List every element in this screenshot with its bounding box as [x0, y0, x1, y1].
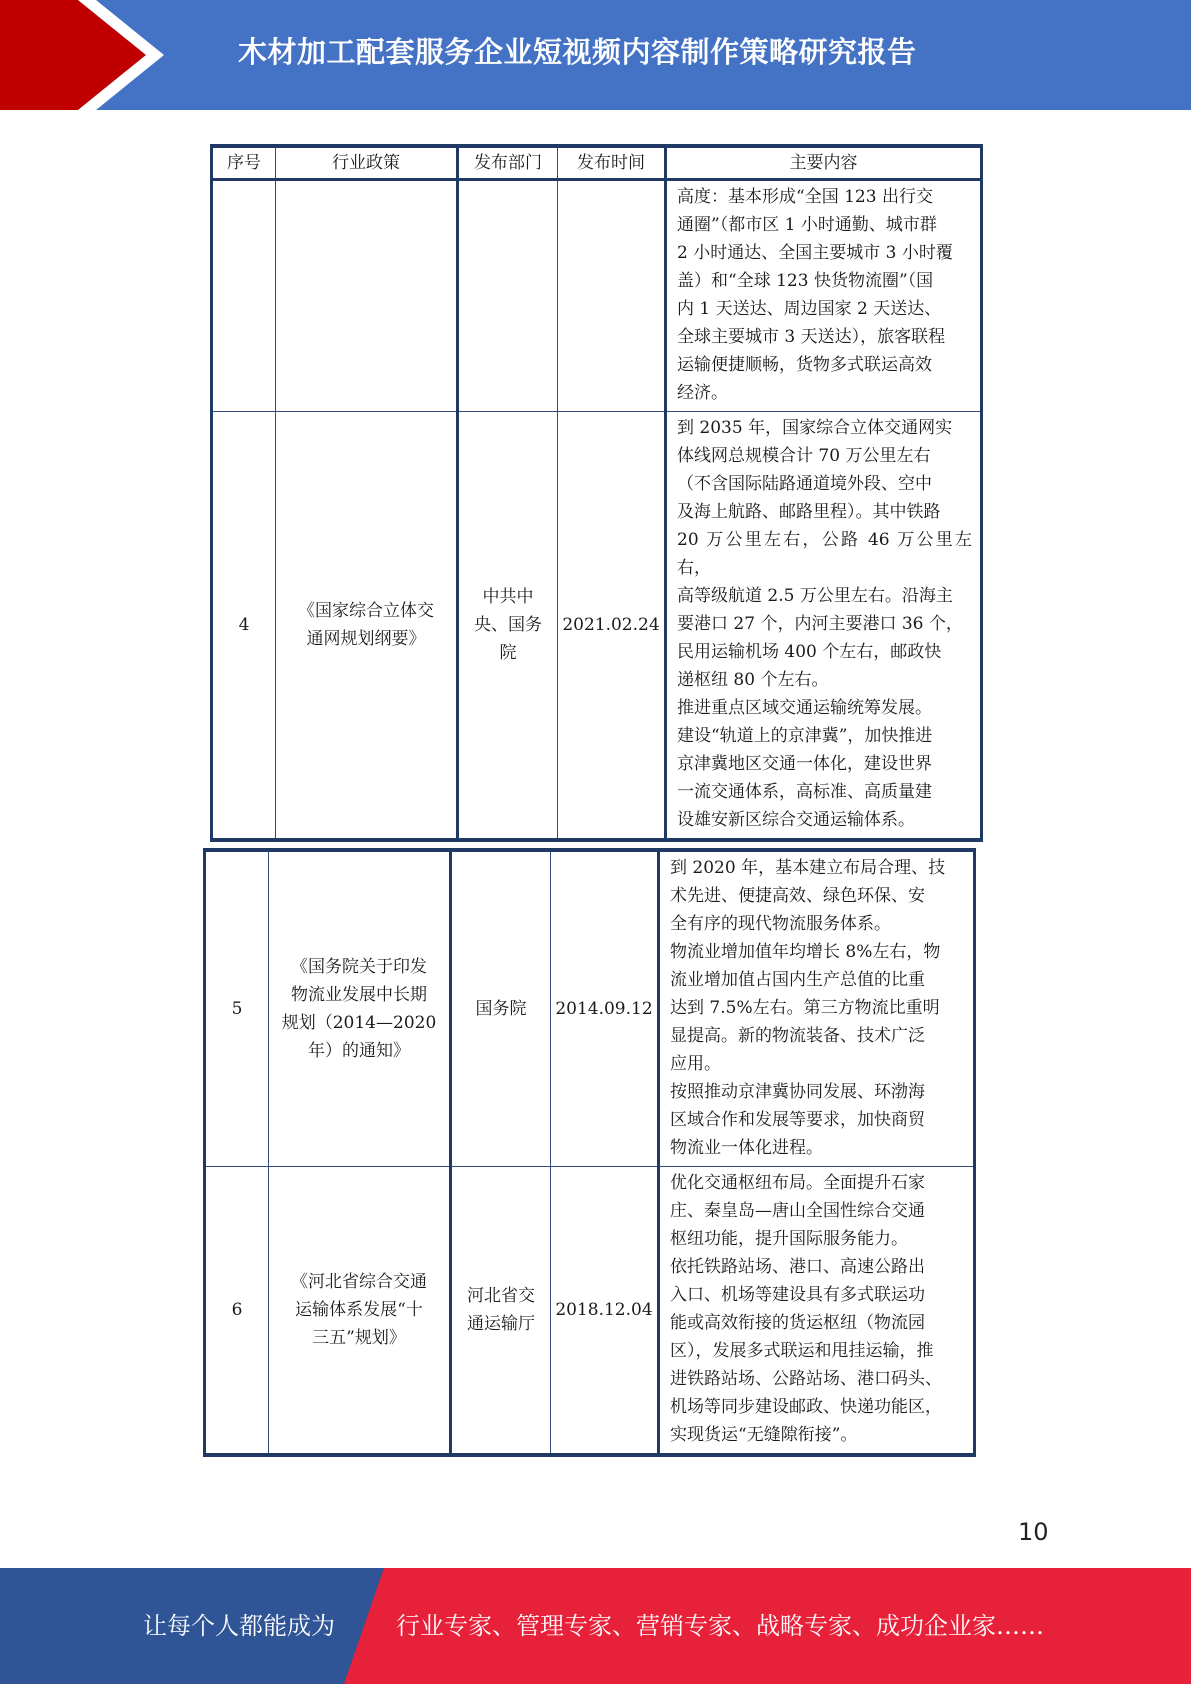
- content-line: 全有序的现代物流服务体系。: [670, 914, 891, 934]
- department-line: 央、国务: [474, 615, 542, 635]
- content-line: 区域合作和发展等要求，加快商贸: [670, 1110, 925, 1130]
- main-content: [666, 180, 982, 412]
- content-line: 推进重点区域交通运输统筹发展。: [677, 698, 932, 718]
- content-line: 到 2020 年，基本建立布局合理、技: [670, 858, 946, 878]
- content-line: 20 万公里左右，公路 46 万公里左右，: [677, 530, 972, 578]
- content-line: 及海上航路、邮路里程）。其中铁路: [677, 502, 941, 522]
- policy-name-line: 《河北省综合交通: [291, 1272, 427, 1292]
- col-header-dept: 发布部门: [458, 146, 558, 180]
- content-line: 实现货运“无缝隙衔接”。: [670, 1425, 858, 1445]
- department-line: 河北省交: [467, 1286, 535, 1306]
- content-line: 建设“轨道上的京津冀”，加快推进: [677, 726, 933, 746]
- issuing-department: [458, 412, 558, 841]
- content-line: 设雄安新区综合交通运输体系。: [677, 810, 915, 830]
- content-line: （不含国际陆路通道境外段、空中: [677, 474, 932, 494]
- content-line: 达到 7.5%左右。第三方物流比重明: [670, 998, 940, 1018]
- content-line: 能或高效衔接的货运枢纽（物流园: [670, 1313, 925, 1333]
- policy-table-1: [210, 144, 983, 842]
- content-line: 盖）和“全球 123 快货物流圈”（国: [677, 271, 934, 291]
- issuing-department: [458, 180, 558, 412]
- content-line: 到 2035 年，国家综合立体交通网实: [677, 418, 953, 438]
- col-header-content: 主要内容: [666, 146, 982, 180]
- department-line: 通运输厅: [467, 1314, 535, 1334]
- publish-date: 2018.12.04: [551, 1167, 659, 1456]
- content-line: 京津冀地区交通一体化，建设世界: [677, 754, 932, 774]
- content-line: 经济。: [677, 383, 728, 403]
- policy-table-2: [203, 848, 976, 1457]
- policy-name-line: 物流业发展中长期: [291, 985, 427, 1005]
- content-line: 通圈”（都市区 1 小时通勤、城市群: [677, 215, 937, 235]
- row-number: 4: [212, 412, 276, 841]
- footer-slogan-left: 让每个人都能成为: [143, 1612, 335, 1640]
- content-line: 运输便捷顺畅，货物多式联运高效: [677, 355, 932, 375]
- table-header-row: [212, 146, 982, 180]
- policy-name-line: 规划（2014—2020: [281, 1013, 437, 1033]
- department-line: 院: [499, 643, 517, 663]
- content-line: 物流业增加值年均增长 8%左右，物: [670, 942, 941, 962]
- content-line: 显提高。新的物流装备、技术广泛: [670, 1026, 925, 1046]
- policy-name: [269, 1167, 451, 1456]
- policy-name-line: 运输体系发展“十: [295, 1300, 423, 1320]
- page-number: 10: [1018, 1518, 1049, 1546]
- footer-banner: [0, 1568, 1191, 1684]
- policy-name-line: 《国家综合立体交: [298, 601, 434, 621]
- department-line: 国务院: [475, 999, 527, 1019]
- content-line: 区），发展多式联运和甩挂运输，推: [670, 1341, 934, 1361]
- content-line: 物流业一体化进程。: [670, 1138, 823, 1158]
- report-title: 木材加工配套服务企业短视频内容制作策略研究报告: [238, 35, 917, 69]
- publish-date: 2014.09.12: [551, 850, 659, 1167]
- table-row: [205, 850, 975, 1167]
- content-line: 要港口 27 个，内河主要港口 36 个，: [677, 614, 963, 634]
- content-line: 枢纽功能，提升国际服务能力。: [670, 1229, 908, 1249]
- row-number: 6: [205, 1167, 269, 1456]
- content-line: 流业增加值占国内生产总值的比重: [670, 970, 925, 990]
- policy-name-line: 年）的通知》: [308, 1041, 410, 1061]
- table-row: [212, 180, 982, 412]
- row-number: [212, 180, 276, 412]
- footer-slogan-right: 行业专家、管理专家、营销专家、战略专家、成功企业家……: [396, 1612, 1044, 1640]
- row-number: 5: [205, 850, 269, 1167]
- content-line: 依托铁路站场、港口、高速公路出: [670, 1257, 925, 1277]
- content-line: 高等级航道 2.5 万公里左右。沿海主: [677, 586, 953, 606]
- department-line: 中共中: [482, 587, 534, 607]
- content-line: 民用运输机场 400 个左右，邮政快: [677, 642, 942, 662]
- main-content: [666, 412, 982, 841]
- content-line: 全球主要城市 3 天送达），旅客联程: [677, 327, 946, 347]
- col-header-date: 发布时间: [558, 146, 666, 180]
- content-line: 入口、机场等建设具有多式联运功: [670, 1285, 925, 1305]
- issuing-department: [451, 1167, 551, 1456]
- content-line: 内 1 天送达、周边国家 2 天送达、: [677, 299, 942, 319]
- policy-name-line: 《国务院关于印发: [291, 957, 427, 977]
- main-content: [659, 1167, 975, 1456]
- main-content: [659, 850, 975, 1167]
- col-header-policy: 行业政策: [276, 146, 458, 180]
- policy-name-line: 三五”规划》: [312, 1328, 406, 1348]
- content-line: 体线网总规模合计 70 万公里左右: [677, 446, 931, 466]
- col-header-num: 序号: [212, 146, 276, 180]
- policy-name: [276, 180, 458, 412]
- header-banner: [0, 0, 1191, 110]
- policy-name: [276, 412, 458, 841]
- content-line: 优化交通枢纽布局。全面提升石家: [670, 1173, 925, 1193]
- policy-name: [269, 850, 451, 1167]
- policy-name-line: 通网规划纲要》: [306, 629, 426, 649]
- content-line: 递枢纽 80 个左右。: [677, 670, 829, 690]
- table-row: [205, 1167, 975, 1456]
- publish-date: 2021.02.24: [558, 412, 666, 841]
- content-line: 按照推动京津冀协同发展、环渤海: [670, 1082, 925, 1102]
- content-line: 2 小时通达、全国主要城市 3 小时覆: [677, 243, 953, 263]
- content-line: 一流交通体系，高标准、高质量建: [677, 782, 932, 802]
- content-line: 高度：基本形成“全国 123 出行交: [677, 187, 933, 207]
- content-line: 应用。: [670, 1054, 721, 1074]
- publish-date: [558, 180, 666, 412]
- content-line: 庄、秦皇岛—唐山全国性综合交通: [670, 1201, 925, 1221]
- issuing-department: [451, 850, 551, 1167]
- content-line: 机场等同步建设邮政、快递功能区，: [670, 1397, 942, 1417]
- content-line: 术先进、便捷高效、绿色环保、安: [670, 886, 925, 906]
- content-line: 进铁路站场、公路站场、港口码头、: [670, 1369, 942, 1389]
- table-row: [212, 412, 982, 841]
